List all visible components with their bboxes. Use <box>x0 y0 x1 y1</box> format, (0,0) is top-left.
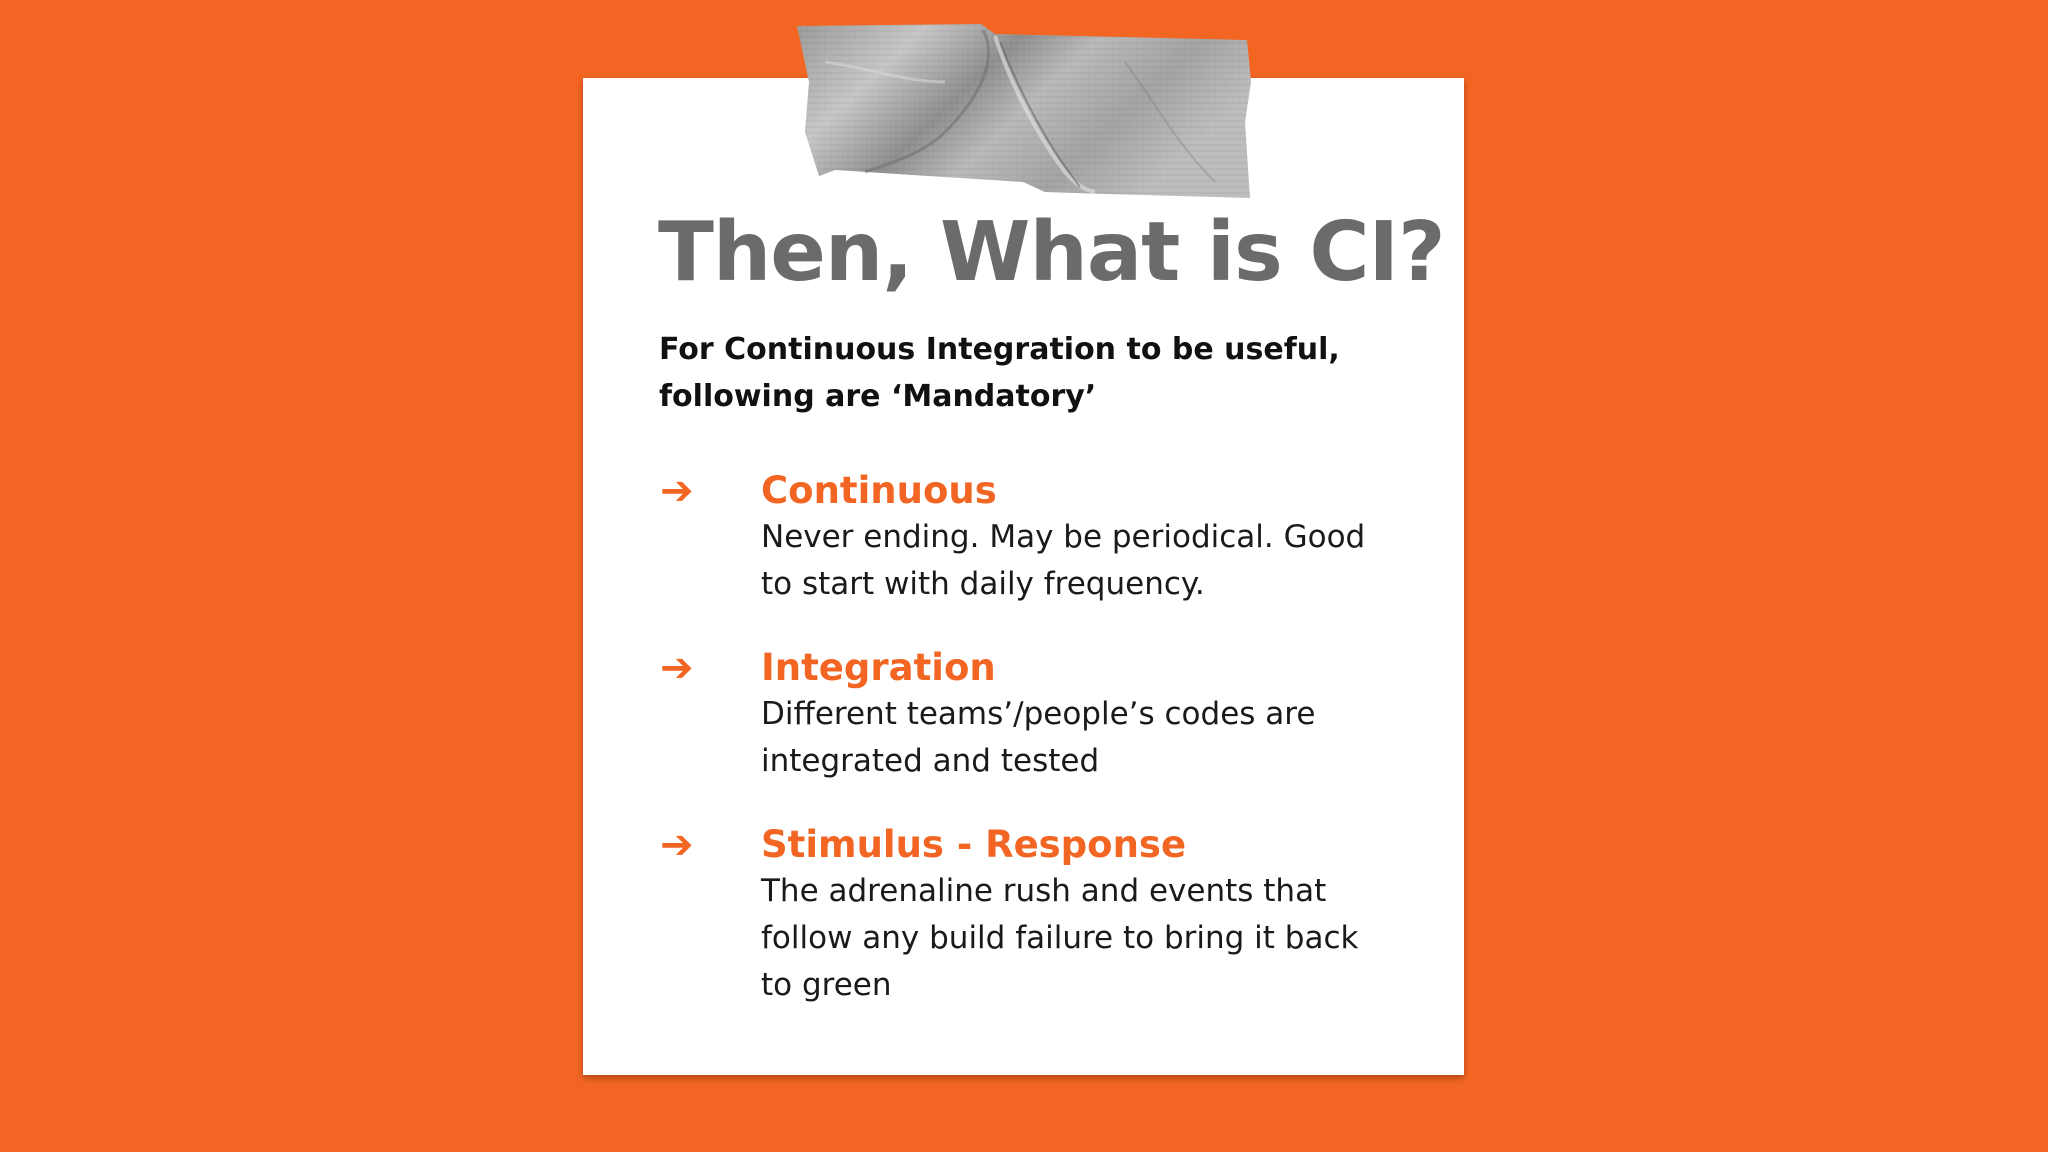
arrow-right-icon: ➔ <box>660 645 694 691</box>
item-heading: Stimulus - Response <box>761 823 1187 866</box>
item-heading: Integration <box>761 646 996 689</box>
subtitle-line-2: following are ‘Mandatory’ <box>659 379 1097 414</box>
arrow-right-icon: ➔ <box>660 822 694 868</box>
duct-tape-icon <box>795 22 1251 200</box>
item-heading: Continuous <box>761 469 997 512</box>
slide-subtitle <box>659 326 1399 420</box>
item-description: Different teams’/people’s codes are integrated and tested <box>761 696 1316 779</box>
subtitle-line-1: For Continuous Integration to be useful, <box>659 332 1340 367</box>
slide-title: Then, What is CI? <box>658 205 1445 300</box>
arrow-right-icon: ➔ <box>660 468 694 514</box>
item-description: Never ending. May be periodical. Good to start with daily frequency. <box>761 519 1366 602</box>
item-description: The adrenaline rush and events that follow any build failure to bring it back to green <box>761 873 1359 1003</box>
